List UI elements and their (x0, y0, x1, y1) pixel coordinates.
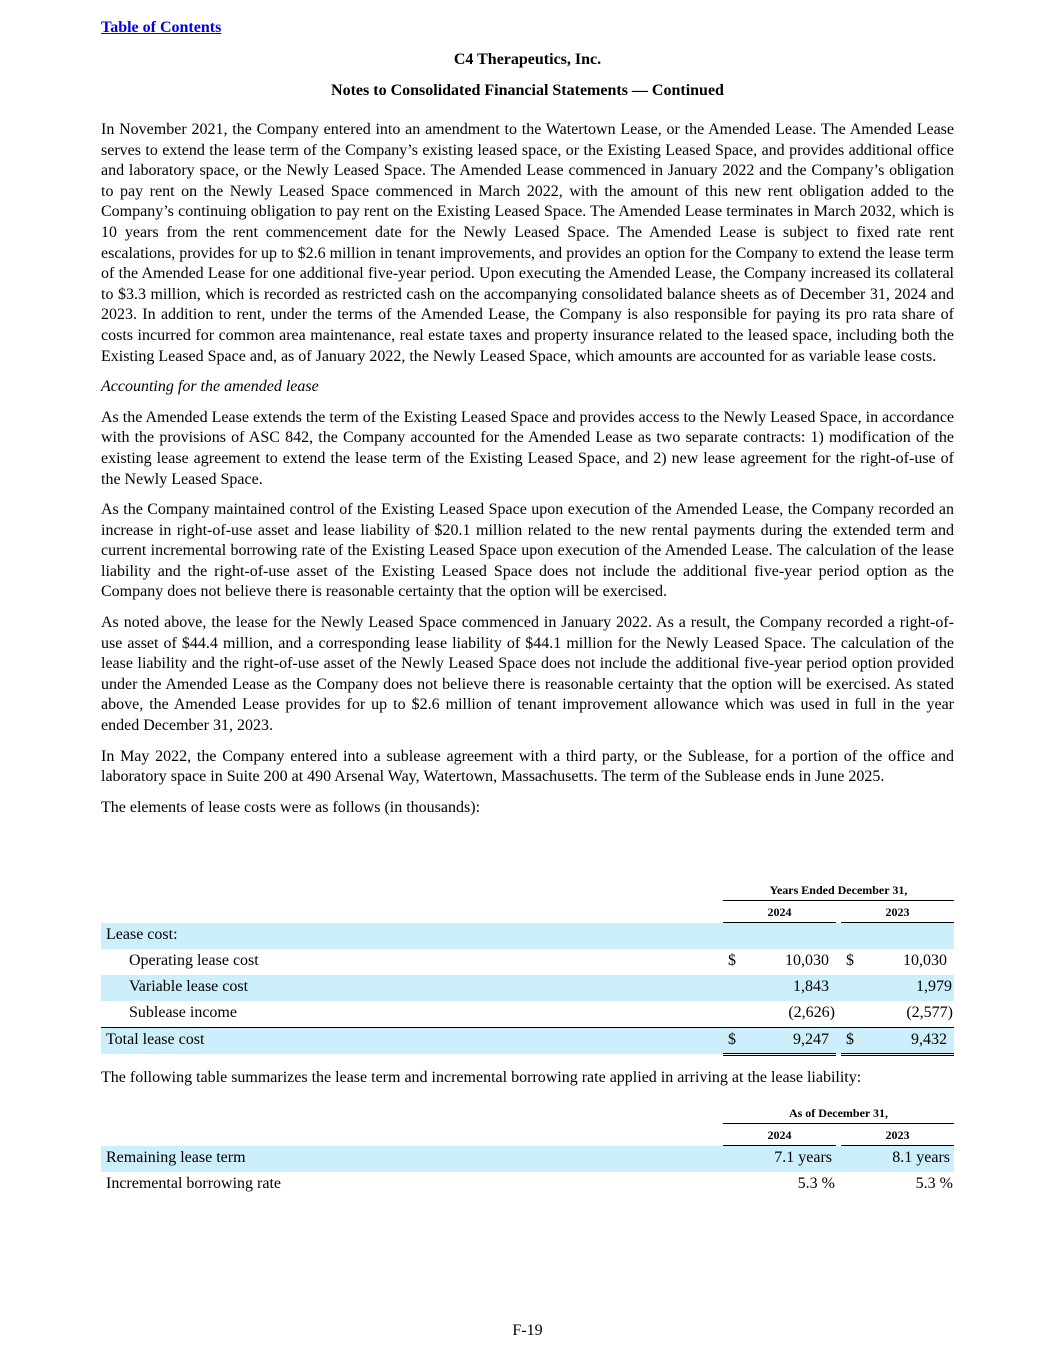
page-number: F-19 (512, 1322, 543, 1339)
row-label: Incremental borrowing rate (106, 1175, 282, 1192)
year-2023-header: 2023 (885, 905, 910, 919)
value-2023: (2,577) (906, 1004, 953, 1021)
paragraph-existing-space: As the Company maintained control of the Existing Leased Space upon execution of the Amended Lease, the Company recorded an increase in right-of-use asset and lease liability of $20.1 million related to the new rental payments during the extended term and current incremental borrowing rate of the Existing Leased Space upon execution of the Amended Lease. The calculation of the lease liability and the right-of-use asset of the Existing Leased Space does not include the additional five-year period option as the Company does not believe there is reasonable certainty that the option will be exercised. (101, 501, 954, 601)
value-2024: (2,626) (788, 1004, 835, 1021)
lease-term-table (101, 1104, 954, 1198)
subheading-accounting: Accounting for the amended lease (101, 378, 319, 396)
table-of-contents-link[interactable]: Table of Contents (101, 19, 222, 36)
value-2024: 5.3 % (797, 1175, 835, 1192)
year-2024-header: 2024 (767, 905, 792, 919)
table-row-total (101, 1027, 954, 1054)
value-2024: 10,030 (785, 952, 829, 969)
year-2023-header: 2023 (885, 1128, 910, 1142)
currency-symbol: $ (846, 952, 854, 969)
row-label: Remaining lease term (106, 1149, 246, 1166)
lease-cost-table (101, 881, 954, 1054)
value-2023: 5.3 % (915, 1175, 953, 1192)
row-label: Operating lease cost (129, 952, 259, 969)
total-label: Total lease cost (106, 1031, 205, 1048)
total-2024: 9,247 (793, 1031, 829, 1048)
paragraph-term-intro: The following table summarizes the lease term and incremental borrowing rate applied in arriving at the lease liability: (101, 1069, 862, 1086)
table-row (101, 1172, 954, 1198)
company-name: C4 Therapeutics, Inc. (453, 51, 602, 68)
table-row (101, 1146, 954, 1172)
row-label: Sublease income (129, 1004, 237, 1021)
table-row (101, 949, 954, 975)
years-ended-header: Years Ended December 31, (769, 883, 908, 897)
currency-symbol: $ (728, 1031, 736, 1048)
paragraph-newly-leased: As noted above, the lease for the Newly Leased Space commenced in January 2022. As a result, the Company recorded a right-of-use asset of $44.4 million, and a corresponding lease liability of $44.1 million for the Newly Leased Space. The calculation of the lease liability and the right-of-use asset of the Newly Leased Space does not include the additional five-year period option provided under the Amended Lease as the Company does not believe there is reasonable certainty that the option will be exercised. As stated above, the Amended Lease provides for up to $2.6 million of tenant improvement allowance which was used in full in the year ended December 31, 2023. (101, 614, 954, 735)
total-2023: 9,432 (911, 1031, 947, 1048)
paragraph-sublease: In May 2022, the Company entered into a sublease agreement with a third party, or the Sublease, for a portion of the office and laboratory space in Suite 200 at 490 Arsenal Way, Watertown, Massachusetts. The term of the Sublease ends in June 2025. (101, 747, 954, 786)
table-header (101, 881, 954, 923)
table-row (101, 975, 954, 1001)
paragraph-amended-lease: In November 2021, the Company entered into an amendment to the Watertown Lease, or the Amended Lease. The Amended Lease serves to extend the lease term of the Company’s existing leased space, or the Existing Leased Space, and provides additional office and laboratory space, or the Newly Leased Space. The Amended Lease commenced in January 2022 and the Company’s obligation to pay rent on the Newly Leased Space commenced in March 2022, with the amount of this new rent obligation added to the Company’s continuing obligation to pay rent on the Existing Leased Space. The Amended Lease terminates in March 2032, which is 10 years from the rent commencement date for the Newly Leased Space. The Amended Lease is subject to fixed rate rent escalations, provides for up to $2.6 million in tenant improvements, and provides an option for the Company to extend the lease term of the Amended Lease for one additional five-year period. Upon executing the Amended Lease, the Company increased its collateral to $3.3 million, which is recorded as restricted cash on the accompanying consolidated balance sheets as of December 31, 2024 and 2023. In addition to rent, under the terms of the Amended Lease, the Company is also responsible for paying its pro rata share of costs incurred for common area maintenance, real estate taxes and property insurance related to the leased space, including both the Existing Leased Space and, as of January 2022, the Newly Leased Space, which amounts are accounted for as variable lease costs. (101, 121, 954, 365)
table-row (101, 923, 954, 949)
table-header (101, 1104, 954, 1146)
value-2024: 1,843 (793, 978, 829, 995)
year-2024-header: 2024 (767, 1128, 792, 1142)
body-text (101, 120, 954, 828)
lease-cost-section-label: Lease cost: (106, 926, 178, 943)
table-row (101, 1001, 954, 1027)
currency-symbol: $ (846, 1031, 854, 1048)
as-of-header: As of December 31, (788, 1106, 889, 1120)
paragraph-lease-costs-intro: The elements of lease costs were as follows (in thousands): (101, 798, 481, 816)
section-title: Notes to Consolidated Financial Statements — Continued (331, 82, 724, 99)
value-2023: 8.1 years (892, 1149, 950, 1166)
currency-symbol: $ (728, 952, 736, 969)
row-label: Variable lease cost (129, 978, 249, 995)
value-2023: 1,979 (916, 978, 952, 995)
value-2023: 10,030 (903, 952, 947, 969)
paragraph-asc842: As the Amended Lease extends the term of the Existing Leased Space and provides access to the Newly Leased Space, in accordance with the provisions of ASC 842, the Company accounted for the Amended Lease as two separate contracts: 1) modification of the existing lease agreement to extend the lease term of the Existing Leased Space, and 2) new lease agreement for the right-of-use of the Newly Leased Space. (101, 408, 955, 488)
term-intro (101, 1068, 954, 1099)
value-2024: 7.1 years (774, 1149, 832, 1166)
